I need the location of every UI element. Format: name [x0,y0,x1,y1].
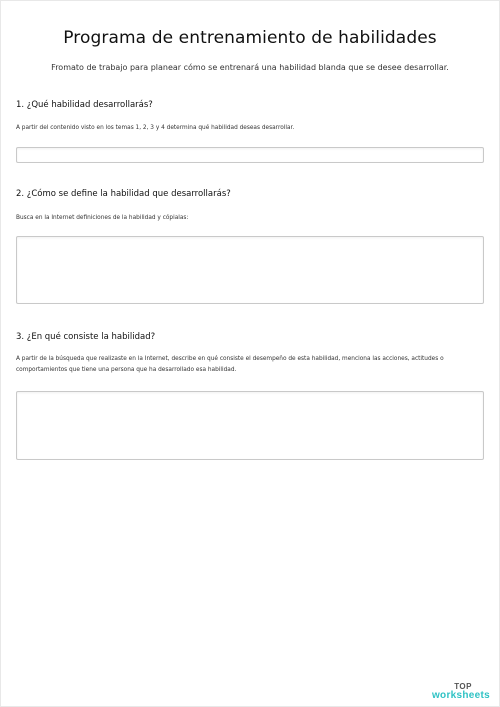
page-subtitle: Fromato de trabajo para planear cómo se entrenará una habilidad blanda que se desee desarrollar. [51,63,449,72]
question-1-answer-field[interactable] [16,147,484,163]
logo-bottom-text: worksheets [431,690,490,701]
logo-top-text: TOP [454,682,472,691]
topworksheets-logo [432,683,490,701]
question-3-answer-field[interactable] [16,391,484,460]
question-2-instruction: Busca en la Internet definiciones de la habilidad y cópialas: [16,215,189,221]
question-1-heading: 1. ¿Qué habilidad desarrollarás? [16,100,153,110]
question-2-heading: 2. ¿Cómo se define la habilidad que desarrollarás? [16,189,231,199]
question-2-answer-field[interactable] [16,236,484,304]
question-3-instruction: A partir de la búsqueda que realizaste en la Internet, describe en qué consiste el desempeño de esta habilidad, menciona las acciones, actitudes o comportamientos que tiene una persona que ha desarrollado esa habilidad. [16,356,444,373]
question-3-heading: 3. ¿En qué consiste la habilidad? [16,332,156,342]
question-1-instruction: A partir del contenido visto en los temas 1, 2, 3 y 4 determina qué habilidad deseas desarrollar. [16,125,295,131]
page-title: Programa de entrenamiento de habilidades [63,28,437,48]
